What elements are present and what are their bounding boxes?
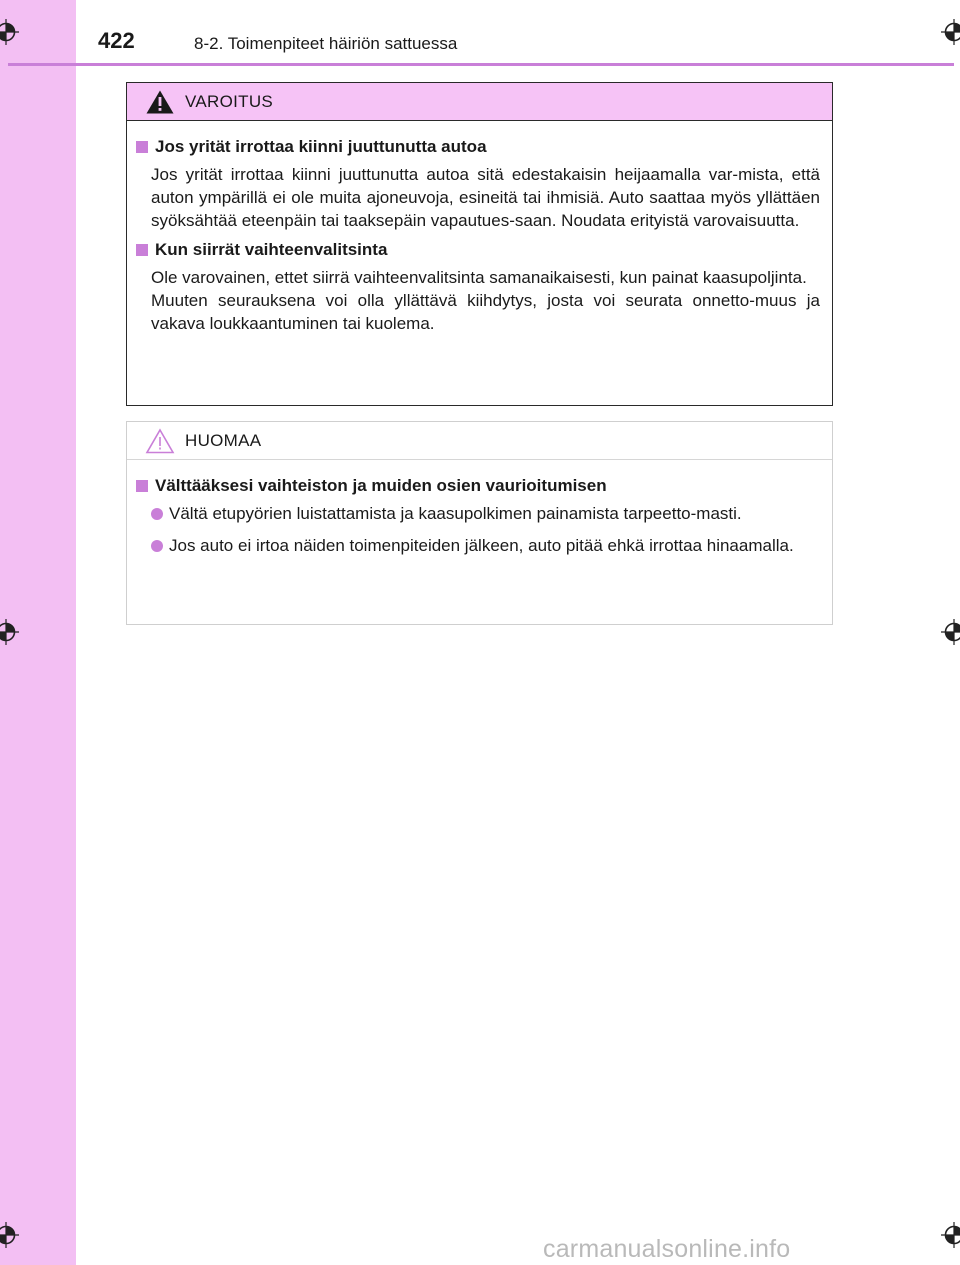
- warning-label: VAROITUS: [185, 92, 274, 111]
- notice-box: [126, 421, 833, 625]
- registration-mark-icon: [941, 1222, 960, 1248]
- registration-mark-icon: [0, 619, 19, 645]
- warning-subheading: [135, 238, 820, 261]
- warning-paragraph: [135, 266, 820, 335]
- registration-mark-icon: [0, 19, 19, 45]
- warning-subheading-text: Jos yrität irrottaa kiinni juuttunutta autoa: [155, 137, 487, 156]
- registration-mark-icon: [941, 619, 960, 645]
- registration-mark-icon: [0, 1222, 19, 1248]
- notice-bullet-text: Vältä etupyörien luistattamista ja kaasupolkimen painamista tarpeetto-masti.: [169, 504, 742, 523]
- warning-paragraph-line: Muuten seurauksena voi olla yllättävä kiihdytys, josta voi seurata onnetto-muus ja vakava loukkaantuminen tai kuolema.: [151, 291, 820, 333]
- square-bullet-icon: [136, 244, 148, 256]
- page-number: 422: [98, 28, 135, 53]
- round-bullet-icon: [151, 508, 163, 520]
- warning-triangle-filled-icon: [145, 89, 175, 115]
- watermark: carmanualsonline.info: [543, 1235, 791, 1263]
- registration-mark-icon: [941, 19, 960, 45]
- square-bullet-icon: [136, 141, 148, 153]
- header-rule: [8, 63, 954, 66]
- notice-header: [127, 422, 832, 460]
- warning-paragraph: Jos yrität irrottaa kiinni juuttunutta autoa sitä edestakaisin heijaamalla var-mista, että auton ympärillä ei ole muita ajoneuvoja, esineitä tai ihmisiä. Auto saattaa myös yllättäen syöksähtää eteenpäin tai taaksepäin vapautues-saan. Noudata erityistä varovaisuutta.: [151, 165, 820, 230]
- notice-bullet-text: Jos auto ei irtoa näiden toimenpiteiden jälkeen, auto pitää ehkä irrottaa hinaamalla.: [169, 536, 794, 555]
- warning-box: [126, 82, 833, 406]
- round-bullet-icon: [151, 540, 163, 552]
- warning-header: [127, 83, 832, 121]
- warning-subheading-text: Kun siirrät vaihteenvalitsinta: [155, 240, 388, 259]
- warning-body: [127, 121, 832, 335]
- warning-subheading: [135, 135, 820, 158]
- section-title: 8-2. Toimenpiteet häiriön sattuessa: [194, 34, 458, 53]
- notice-label: HUOMAA: [185, 431, 262, 450]
- warning-paragraph-line: Ole varovainen, ettet siirrä vaihteenvalitsinta samanaikaisesti, kun painat kaasupoljinta.: [151, 268, 807, 287]
- caution-triangle-outline-icon: [145, 428, 175, 454]
- notice-subheading: [135, 474, 820, 497]
- notice-body: [127, 460, 832, 557]
- notice-subheading-text: Välttääksesi vaihteiston ja muiden osien vaurioitumisen: [155, 476, 607, 495]
- notice-bullet-item: [135, 534, 820, 557]
- square-bullet-icon: [136, 480, 148, 492]
- notice-bullet-item: [135, 502, 820, 525]
